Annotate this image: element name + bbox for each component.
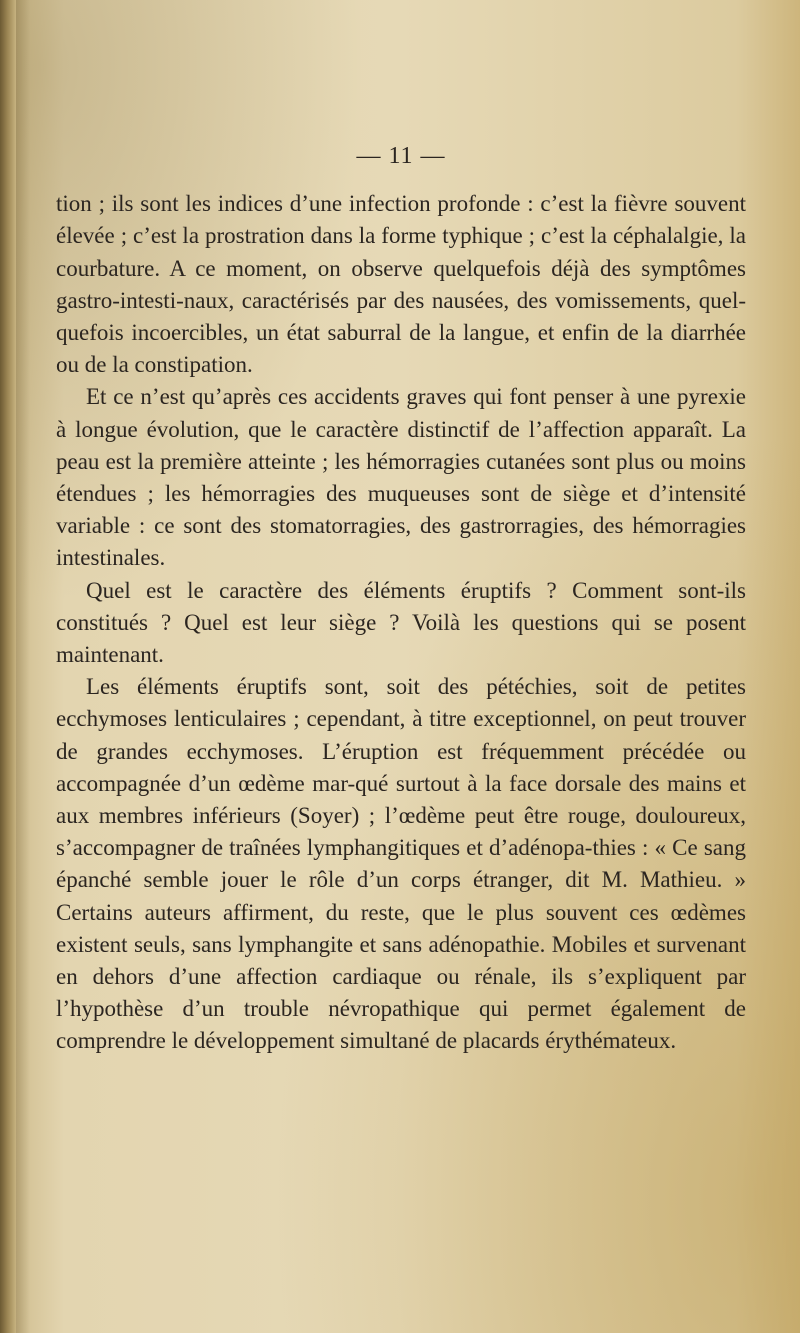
page-number: — 11 — [356, 143, 446, 169]
book-binding-edge [0, 0, 16, 1333]
book-page [56, 140, 746, 1058]
paragraph-3: Quel est le caractère des éléments éruptifs ? Comment sont-ils constitués ? Quel est leur siège ? Voilà les questions qui se posent maintenant. [56, 577, 746, 668]
paragraph-2: Et ce n’est qu’après ces accidents graves qui font penser à une pyrexie à longue évolution, que le caractère distinctif de l’affection apparaît. La peau est la première atteinte ; les hémorragies cutanées sont plus ou moins étendues ; les hémorragies des muqueuses sont de siège et d’intensité variable : ce sont des stomatorragies, des gastrorragies, des hémorragies intestinales. [56, 384, 746, 571]
paragraph-4: Les éléments éruptifs sont, soit des pétéchies, soit de petites ecchymoses lenticulaires ; cependant, à titre exceptionnel, on peut trouver de grandes ecchymoses. L’éruption est fréquemment précédée ou accompagnée d’un œdème mar-qué surtout à la face dorsale des mains et aux membres inférieurs (Soyer) ; l’œdème peut être rouge, douloureux, s’accompagner de traînées lymphangitiques et d’adénopa-thies : « Ce sang épanché semble jouer le rôle d’un corps étranger, dit M. Mathieu. » Certains auteurs affirment, du reste, que le plus souvent ces œdèmes existent seuls, sans lymphangite et sans adénopathie. Mobiles et survenant en dehors d’une affection cardiaque ou rénale, ils s’expliquent par l’hypothèse d’un trouble névropathique qui permet également de comprendre le développement simultané de placards érythémateux. [56, 674, 746, 1054]
paragraph-1: tion ; ils sont les indices d’une infection profonde : c’est la fièvre souvent élevée ; c’est la prostration dans la forme typhique ; c’est la céphalalgie, la courbature. A ce moment, on observe quelquefois déjà des symptômes gastro-intesti-naux, caractérisés par des nausées, des vomissements, quel-quefois incoercibles, un état saburral de la langue, et enfin de la diarrhée ou de la constipation. [56, 191, 746, 378]
